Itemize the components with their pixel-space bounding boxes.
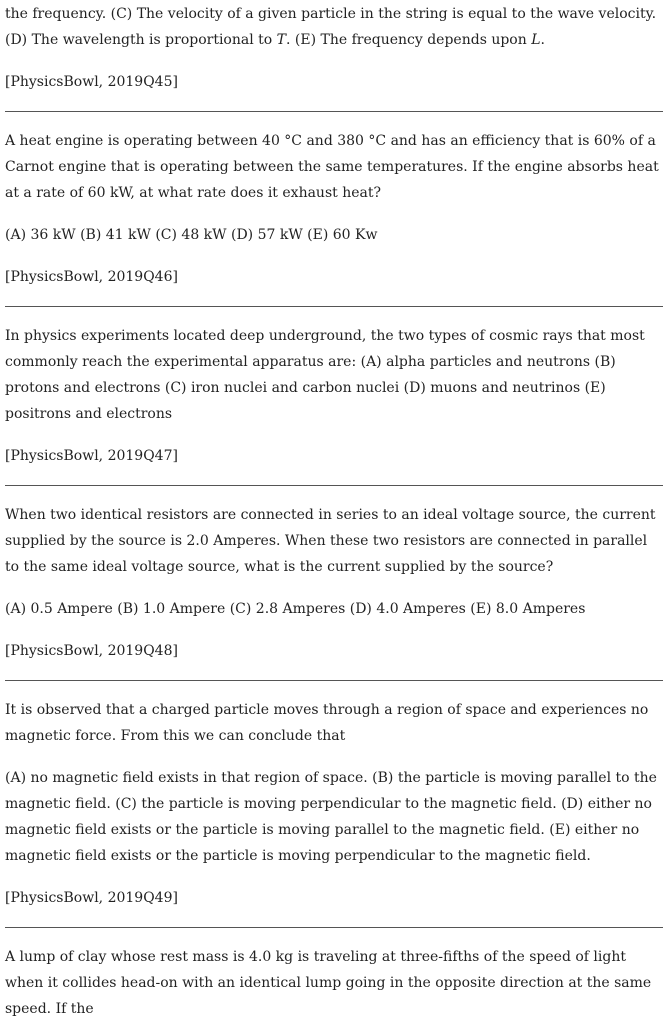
question-text: It is observed that a charged particle moves through a region of space and experiences no magnetic force. From this we can conclude that — [5, 702, 649, 744]
question-45-text: the frequency. (C) The velocity of a given particle in the string is equal to the wave velocity. (D) The wavelength is proportional to T. (E) The frequency depends upon L. — [5, 6, 657, 48]
question-source: [PhysicsBowl, 2019Q48] — [5, 643, 178, 659]
question-text: When two identical resistors are connected in series to an ideal voltage source, the current supplied by the source is 2.0 Amperes. When these two resistors are connected in parallel to the same ideal voltage source, what is the current supplied by the source? — [5, 507, 656, 575]
question-choices: (A) 0.5 Ampere (B) 1.0 Ampere (C) 2.8 Amperes (D) 4.0 Amperes (E) 8.0 Amperes — [5, 601, 586, 617]
question-text: A heat engine is operating between 40 °C and 380 °C and has an efficiency that is 60% of a Carnot engine that is operating between the same temperatures. If the engine absorbs heat at a rate of 60 kW, at what rate does it exhaust heat? — [5, 133, 659, 201]
variable-l: L — [531, 32, 541, 48]
question-source: [PhysicsBowl, 2019Q47] — [5, 448, 178, 464]
divider — [5, 680, 663, 681]
question-text: A lump of clay whose rest mass is 4.0 kg is traveling at three-fifths of the speed of light when it collides head-on with an identical lump going in the opposite direction at the same speed. If the — [5, 949, 652, 1017]
question-choices: (A) no magnetic field exists in that region of space. (B) the particle is moving parallel to the magnetic field. (C) the particle is moving perpendicular to the magnetic field. (D) either no magnetic field exists or the particle is moving parallel to the magnetic field. (E) either no magnetic field exists or the particle is moving perpendicular to the magnetic field. — [5, 770, 657, 864]
divider — [5, 927, 663, 928]
document-page — [0, 1, 669, 1022]
divider — [5, 111, 663, 112]
question-source: [PhysicsBowl, 2019Q45] — [5, 74, 178, 90]
question-50 — [5, 944, 663, 1022]
question-choices: (A) 36 kW (B) 41 kW (C) 48 kW (D) 57 kW (E) 60 Kw — [5, 227, 378, 243]
question-46 — [5, 128, 663, 290]
question-source: [PhysicsBowl, 2019Q46] — [5, 269, 178, 285]
question-text: In physics experiments located deep underground, the two types of cosmic rays that most commonly reach the experimental apparatus are: (A) alpha particles and neutrons (B) protons and electrons (C) iron nuclei and carbon nuclei (D) muons and neutrinos (E) positrons and electrons — [5, 328, 645, 422]
divider — [5, 485, 663, 486]
question-48 — [5, 502, 663, 664]
question-45-tail — [5, 1, 663, 95]
question-source: [PhysicsBowl, 2019Q49] — [5, 890, 178, 906]
question-47 — [5, 323, 663, 469]
question-49 — [5, 697, 663, 911]
variable-t: T — [276, 32, 286, 48]
divider — [5, 306, 663, 307]
